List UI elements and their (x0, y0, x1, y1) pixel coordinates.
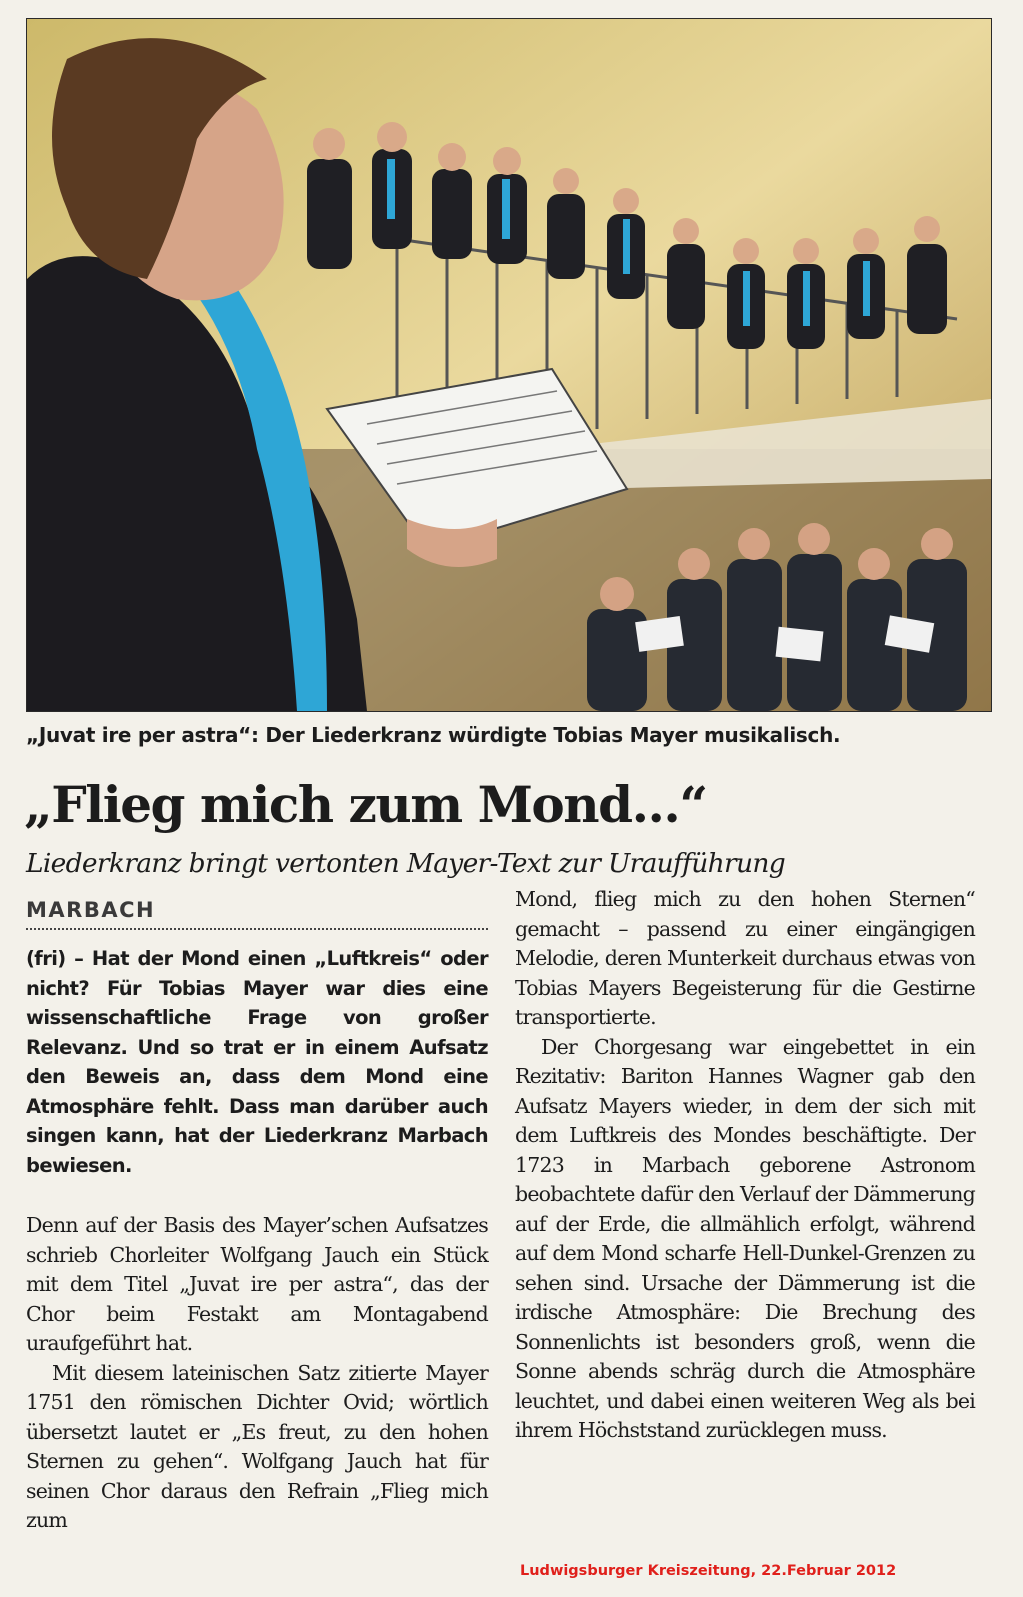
lead-paragraph: (fri) – Hat der Mond einen „Luftkreis“ oder nicht? Für Tobias Mayer war dies eine wissenschaftliche Frage von großer Relevanz. Und so trat er in einem Aufsatz den Beweis an, dass dem Mond eine Atmosphäre fehlt. Dass man darüber auch singen kann, hat der Liederkranz Marbach bewiesen. (26, 947, 488, 1177)
source-citation: Ludwigsburger Kreiszeitung, 22.Februar 2012 (520, 1563, 897, 1579)
article-photo (26, 18, 992, 712)
article-column-right (515, 885, 975, 1446)
article-column-left (26, 944, 488, 1536)
choir-photo-illustration (27, 19, 991, 711)
body-paragraph: Mit diesem lateinischen Satz zitierte Mayer 1751 den römischen Dichter Ovid; wörtlich übersetzt lautet er „Es freut, zu den hohen Sternen zu gehen“. Wolfgang Jauch hat für seinen Chor daraus den Refrain „Flieg mich zum (26, 1360, 488, 1532)
body-paragraph: Der Chorgesang war eingebettet in ein Rezitativ: Bariton Hannes Wagner gab den Aufsatz Mayers wieder, in dem der sich mit dem Luftkreis des Mondes beschäftigte. Der 1723 in Marbach geborene Astronom beobachtete dafür den Verlauf der Dämmerung auf der Erde, die allmählich erfolgt, während auf dem Mond scharfe Hell-Dunkel-Grenzen zu sehen sind. Ursache der Dämmerung ist die irdische Atmosphäre: Die Brechung des Sonnenlichts ist besonders groß, wenn die Sonne abends schräg durch die Atmosphäre leuchtet, und dabei einen weiteren Weg als bei ihrem Höchststand zurücklegen muss. (515, 1034, 975, 1442)
body-paragraph: Denn auf der Basis des Mayer’schen Aufsatzes schrieb Chorleiter Wolfgang Jauch ein Stück mit dem Titel „Juvat ire per astra“, das der Chor beim Festakt am Montagabend uraufgeführt hat. (26, 1213, 488, 1355)
body-paragraph: Mond, flieg mich zu den hohen Sternen“ gemacht – passend zu einer eingängigen Melodie, deren Munterkeit durchaus etwas von Tobias Mayers Begeisterung für die Gestirne transportierte. (515, 887, 975, 1029)
dateline: MARBACH (26, 898, 488, 930)
subheadline: Liederkranz bringt vertonten Mayer-Text zur Uraufführung (26, 848, 785, 879)
photo-caption: „Juvat ire per astra“: Der Liederkranz würdigte Tobias Mayer musikalisch. (26, 723, 841, 747)
headline: „Flieg mich zum Mond...“ (24, 775, 707, 834)
